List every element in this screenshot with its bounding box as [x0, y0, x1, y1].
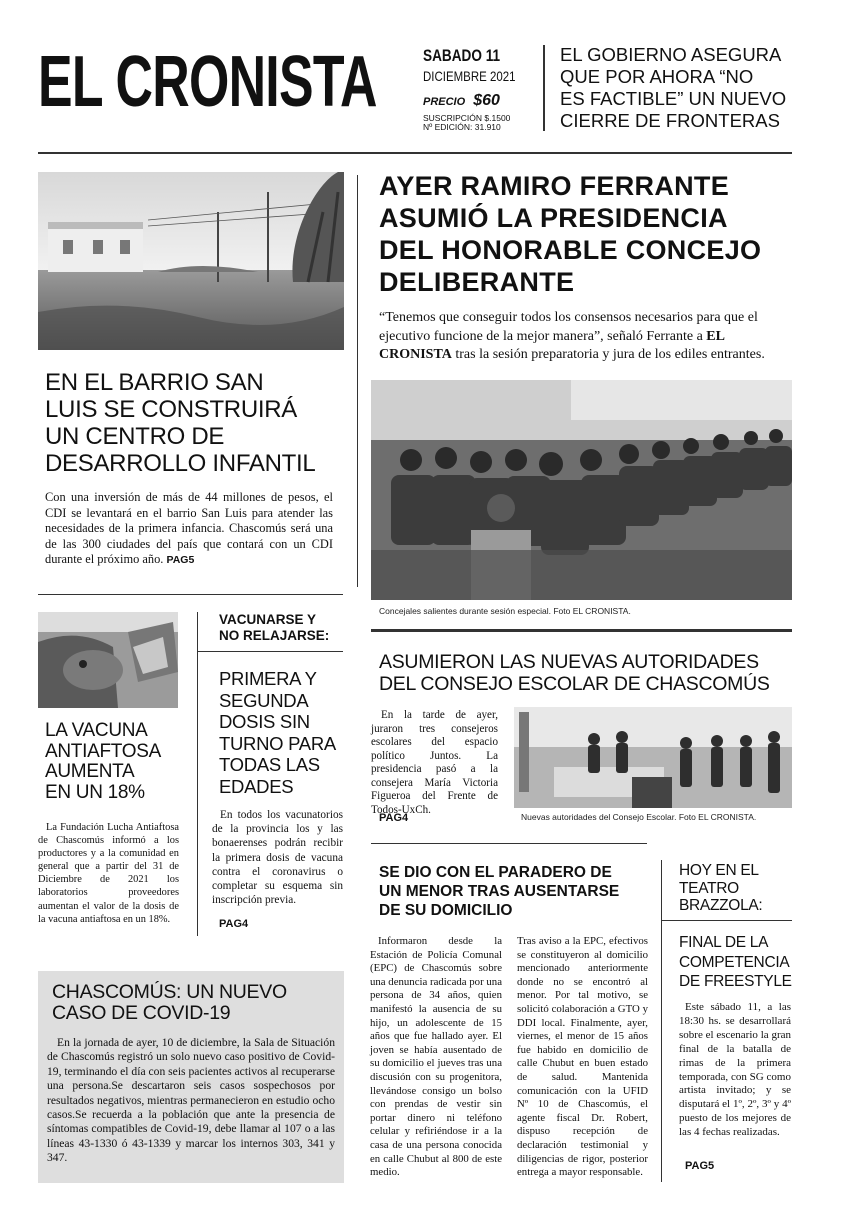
teatro-page-ref[interactable]: PAG5	[685, 1160, 715, 1172]
escolar-headline	[379, 651, 770, 695]
barrio-landscape-image	[38, 172, 344, 350]
covid-body: En la jornada de ayer, 10 de diciembre, la Sala de Situación de Chascomús registró un solo nuevo caso positivo de Covid-19, terminando el día con seis pacientes activos al recuperarse una persona.Se descartaron seis casos sospechosos por resultados negativos, mientras permanecieron en estudio ocho casos.Se recuerda a la población que ante la presencia de síntomas compatibles de Covid-19, debe llamar al 107 o a las líneas 43-1330 ó 43-1339 y marcar los internos 303, 341 y 347.	[47, 1036, 335, 1165]
lead-text-end: tras la sesión preparatoria y jura de los ediles entrantes.	[455, 347, 765, 362]
ferrante-bottom-rule	[371, 629, 792, 632]
headline-line: LA VACUNA	[45, 720, 148, 741]
headline-line: PRIMERA Y	[219, 668, 317, 689]
teaser-line: ES FACTIBLE” UN NUEVO	[560, 88, 787, 109]
kicker-line: BRAZZOLA:	[679, 897, 763, 914]
escolar-body: En la tarde de ayer, juraron tres consejeros escolares del espacio político Juntos. La presidencia pasó a la consejera María Victoria Figueroa del Frente de Todos-UxCh.	[371, 709, 498, 816]
headline-line: UN CENTRO DE	[45, 423, 225, 450]
council-session-image	[371, 380, 792, 600]
masthead-logo: EL CRONISTA	[38, 42, 377, 122]
paradero-col2: Tras aviso a la EPC, efectivos se constituyeron al domicilio mencionado anteriormente donde no se encontró al menor. Por tal motivo, se solicitó colaboración a GTO y DDI local. Finalmente, ayer, viernes, el menor de 15 años fue habido en domicilio de calle Chubut en buen estado de salud. Mantenida comunicación con la UFID Nº 10 de Chascomús, el agente fiscal Dr. Robert, dispuso recepción de declaración testimonial y diligencias de rigor, posterior entrega a mayor responsable.	[517, 935, 648, 1179]
teatro-body: Este sábado 11, a las 18:30 hs. se desarrollará sobre el escenario la gran final de la batalla de rimas de la primera temporada, con SG como artista invitado; y se disputará el 1º, 2º, 3º y 4º puesto de los mejores de las 4 fechas realizadas.	[679, 1001, 791, 1139]
kicker-line: VACUNARSE Y	[219, 612, 317, 627]
headline-line: EDADES	[219, 775, 294, 797]
column-divider-right	[661, 860, 662, 1182]
vacunarse-body: En todos los vacunatorios de la provincia los y las bonaerenses podrán recibir la primera dosis de vacuna contra el coronavirus o completar su esquema sin inscripción previa.	[212, 809, 343, 907]
edition-number: Nº EDICIÓN: 31.910	[423, 122, 501, 132]
headline-line: DESARROLLO INFANTIL	[45, 450, 316, 477]
vacunarse-kicker-rule	[197, 651, 343, 652]
headline-line: CASO DE COVID-19	[52, 1002, 231, 1024]
cdi-body	[45, 490, 333, 569]
teatro-kicker-rule	[661, 920, 792, 921]
kicker-line: NO RELAJARSE:	[219, 628, 330, 643]
headline-line: DEL HONORABLE CONCEJO	[379, 235, 762, 265]
teaser-headline	[560, 44, 786, 132]
concejo-photo	[371, 380, 792, 600]
teatro-kicker	[679, 862, 762, 915]
kicker-line: TEATRO	[679, 879, 739, 897]
kicker-line: HOY EN EL	[679, 862, 759, 879]
concejo-caption: Concejales salientes durante sesión especial. Foto EL CRONISTA.	[379, 606, 631, 616]
cdi-photo	[38, 172, 344, 350]
teatro-headline	[679, 933, 792, 992]
headline-line: DE FREESTYLE	[679, 973, 792, 990]
escolar-photo	[514, 707, 792, 808]
ferrante-headline	[379, 170, 761, 298]
headline-line: CHASCOMÚS: UN NUEVO	[52, 981, 287, 1003]
masthead-bottom-rule	[38, 152, 792, 154]
lead-text: “Tenemos que conseguir todos los consensos necesarios para que el ejecutivo funcione de la mejor manera”, señaló Ferrante a	[379, 310, 758, 344]
cdi-headline	[45, 369, 315, 477]
vacuna-body: La Fundación Lucha Antiaftosa de Chascomús informó a los productores y a la comunidad en general que a partir del 31 de Diciembre de 2021 los laboratorios proveedores aumentan el valor de la dosis de la vacuna antiaftosa en un 18%.	[38, 822, 179, 925]
teaser-line: EL GOBIERNO ASEGURA	[560, 44, 782, 65]
headline-line: SEGUNDA	[219, 689, 309, 711]
price-block	[423, 92, 500, 110]
vacunarse-page-ref[interactable]: PAG4	[219, 918, 249, 930]
headline-line: DEL CONSEJO ESCOLAR DE CHASCOMÚS	[379, 673, 770, 695]
paradero-top-rule	[371, 843, 647, 844]
paradero-headline	[379, 863, 619, 920]
teaser-line: QUE POR AHORA “NO	[560, 66, 754, 87]
cdi-bottom-rule	[38, 594, 343, 595]
cdi-body-text: Con una inversión de más de 44 millones de pesos, el CDI se levantará en el barrio San Luis para atender las necesidades de la primera infancia. Chascomús será una de las 300 ciudades del país que contará con un CDI durante el próximo año.	[45, 490, 333, 567]
cattle-photo	[38, 612, 178, 708]
headline-line: EN UN 18%	[45, 781, 145, 803]
school-council-image	[514, 707, 792, 808]
ferrante-lead	[379, 309, 789, 365]
paradero-col1: Informaron desde la Estación de Policía Comunal (EPC) de Chascomús sobre una denuncia radicada por una persona de 34 años, quien manifestó la ausencia de su hijo, un adolescente de 15 años que fue hallado ayer. El joven se había ausentado de su domicilio el jueves tras una discusión con su progenitora, llevándose consigo un bolso con prendas de vestir sin portar dinero ni teléfono celular y refiriéndose ir a la casa de una persona conocida en calle Chubut al 800 de este medio.	[370, 935, 502, 1179]
price-value: $60	[473, 92, 500, 109]
headline-line: UN MENOR TRAS AUSENTARSE	[379, 883, 620, 900]
price-label: PRECIO	[423, 96, 466, 108]
headline-line: SE DIO CON EL PARADERO DE	[379, 864, 612, 881]
headline-line: FINAL DE LA	[679, 934, 769, 951]
lead-brand: EL CRONISTA	[379, 328, 725, 362]
escolar-caption: Nuevas autoridades del Consejo Escolar. Foto EL CRONISTA.	[521, 812, 757, 822]
covid-headline	[52, 982, 287, 1024]
headline-line: LUIS SE CONSTRUIRÁ	[45, 396, 297, 423]
masthead-divider	[543, 45, 545, 131]
vacunarse-headline	[219, 668, 336, 797]
headline-line: ASUMIÓ LA PRESIDENCIA	[379, 203, 728, 233]
headline-line: AUMENTA	[45, 761, 135, 782]
cdi-page-ref[interactable]: PAG5	[166, 554, 195, 567]
headline-line: AYER RAMIRO FERRANTE	[379, 171, 730, 201]
headline-line: TODAS LAS	[219, 754, 320, 775]
headline-line: DOSIS SIN	[219, 711, 310, 732]
cow-vaccine-image	[38, 612, 178, 708]
column-divider-left	[357, 175, 358, 587]
headline-line: TURNO PARA	[219, 732, 336, 754]
subscription-info: SUSCRIPCIÓN $.1500	[423, 113, 511, 123]
vacunarse-kicker	[219, 612, 329, 644]
teaser-line: CIERRE DE FRONTERAS	[560, 110, 780, 131]
headline-line: ANTIAFTOSA	[45, 740, 161, 762]
headline-line: COMPETENCIA	[679, 953, 790, 971]
issue-day: SABADO 11	[423, 46, 501, 65]
headline-line: ASUMIERON LAS NUEVAS AUTORIDADES	[379, 651, 759, 673]
vacuna-headline	[45, 721, 161, 803]
column-divider-mid	[197, 612, 198, 936]
issue-date: DICIEMBRE 2021	[423, 68, 516, 84]
masthead	[0, 0, 846, 155]
headline-line: DELIBERANTE	[379, 267, 575, 297]
escolar-page-ref[interactable]: PAG4	[379, 812, 409, 824]
headline-line: DE SU DOMICILIO	[379, 902, 513, 919]
headline-line: EN EL BARRIO SAN	[45, 369, 264, 396]
